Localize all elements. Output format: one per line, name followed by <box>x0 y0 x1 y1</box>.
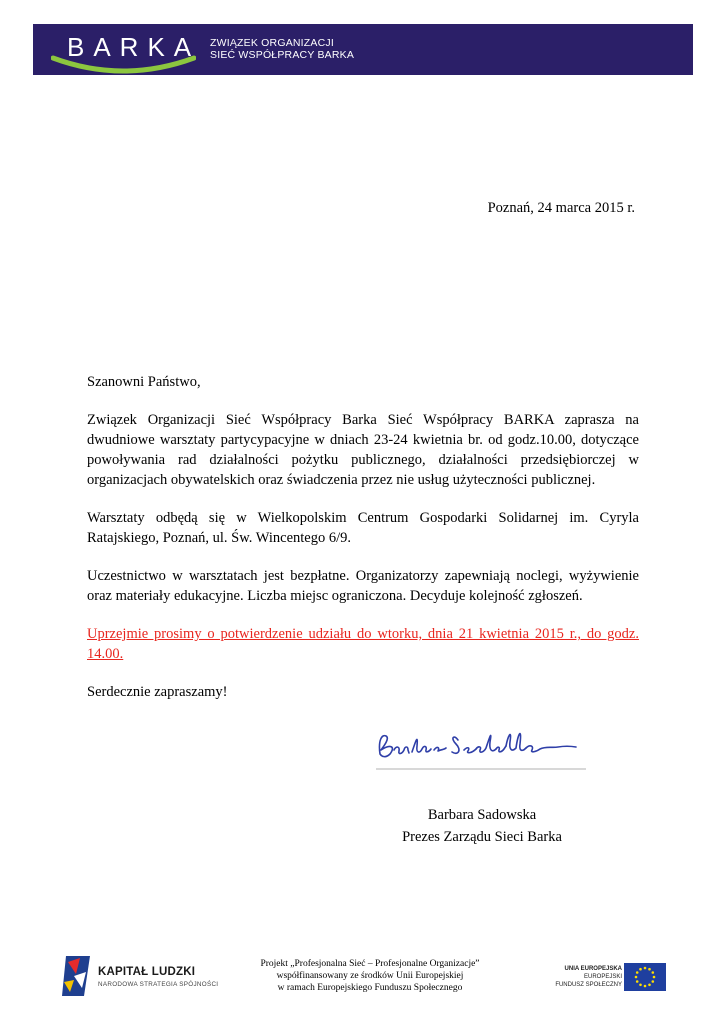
eu-label <box>548 965 622 989</box>
paragraph-participation: Uczestnictwo w warsztatach jest bezpłatne. Organizatorzy zapewniają noclegi, wyżywienie oraz materiały edukacyjne. Liczba miejsc ograniczona. Decyduje kolejność zgłoszeń. <box>87 568 639 604</box>
signer-block <box>398 804 566 848</box>
project-line-1: Projekt „Profesjonalna Sieć – Profesjonalne Organizacje” <box>260 959 480 969</box>
org-name-line2: SIEĆ WSPÓŁPRACY BARKA <box>210 49 355 61</box>
eu-label-line2: EUROPEJSKI <box>583 974 622 980</box>
header-banner <box>33 24 693 75</box>
paragraph-invitation: Związek Organizacji Sieć Współpracy Barka Sieć Współpracy BARKA zaprasza na dwudniowe warsztaty partycypacyjne w dniach 23-24 kwietnia br. od godz.10.00, dotyczące powoływania rad działalności pożytku publicznego, działalności przedsiębiorczej w organizacjach obywatelskich oraz świadczenia przez nie usług użyteczności publicznej. <box>87 412 639 488</box>
eu-label-line1: UNIA EUROPEJSKA <box>564 966 622 972</box>
handwritten-signature <box>372 716 592 776</box>
letter-date: Poznań, 24 marca 2015 r. <box>487 200 635 216</box>
salutation: Szanowni Państwo, <box>87 374 201 390</box>
signer-title: Prezes Zarządu Sieci Barka <box>402 829 562 845</box>
kapital-ludzki-title: KAPITAŁ LUDZKI <box>98 966 196 978</box>
kapital-ludzki-subtitle: NARODOWA STRATEGIA SPÓJNOŚCI <box>98 981 219 988</box>
barka-logo-arc <box>51 54 196 76</box>
paragraph-venue: Warsztaty odbędą się w Wielkopolskim Centrum Gospodarki Solidarnej im. Cyryla Ratajskiego, Poznań, ul. Św. Wincentego 6/9. <box>87 510 639 546</box>
kapital-ludzki-logo-icon <box>60 952 96 1000</box>
project-line-3: w ramach Europejskiego Funduszu Społecznego <box>277 983 463 993</box>
project-line-2: współfinansowany ze środków Unii Europejskiej <box>276 971 464 981</box>
project-funding-note <box>245 958 495 994</box>
org-name-line1: ZWIĄZEK ORGANIZACJI <box>210 37 334 49</box>
paragraph-confirmation: Uprzejmie prosimy o potwierdzenie udziału do wtorku, dnia 21 kwietnia 2015 r., do godz. 14.00. <box>87 626 639 662</box>
closing-line: Serdecznie zapraszamy! <box>87 684 228 700</box>
eu-label-line3: FUNDUSZ SPOŁECZNY <box>555 982 622 988</box>
organization-name <box>210 37 354 61</box>
barka-logo-text: BARKA <box>67 32 201 62</box>
eu-flag-icon <box>624 963 666 991</box>
signer-name: Barbara Sadowska <box>427 807 537 823</box>
